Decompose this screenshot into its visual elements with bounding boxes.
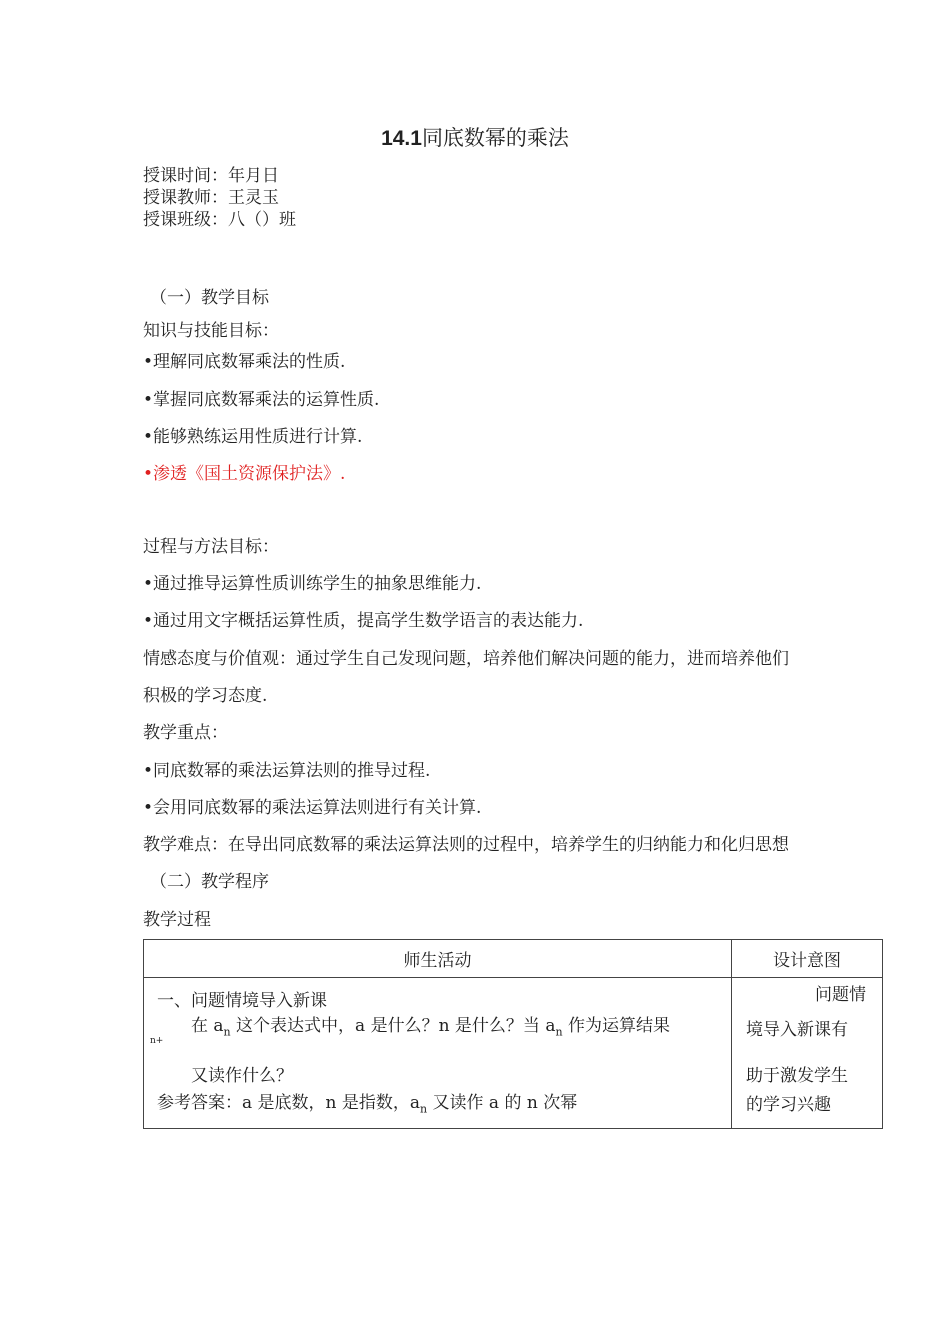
knowledge-item: •理解同底数幂乘法的性质.	[143, 352, 346, 372]
knowledge-heading: 知识与技能目标：	[143, 321, 279, 341]
emotion-line: 情感态度与价值观：通过学生自己发现问题，培养他们解决问题的能力，进而培养他们	[143, 649, 789, 669]
meta-teacher: 授课教师：王灵玉	[143, 188, 279, 208]
key-item: •同底数幂的乘法运算法则的推导过程.	[143, 761, 431, 781]
activity-answer: 参考答案：a 是底数，n 是指数，$a_n$ 又读作 a 的 n 次幂	[157, 1093, 578, 1116]
intent-line: 问题情	[815, 985, 866, 1005]
header-activity: 师生活动	[144, 940, 732, 978]
intent-line: 助于激发学生	[746, 1066, 848, 1086]
activity-cell	[144, 978, 732, 1129]
intent-cell	[732, 978, 883, 1129]
knowledge-item: •掌握同底数幂乘法的运算性质.	[143, 390, 380, 410]
title-number: 14.1	[381, 127, 422, 150]
document-title	[0, 122, 950, 152]
process-item: •通过推导运算性质训练学生的抽象思维能力.	[143, 574, 482, 594]
title-text: 同底数幂的乘法	[421, 126, 569, 150]
difficulty-line: 教学难点：在导出同底数幂的乘法运算法则的过程中，培养学生的归纳能力和化归思想	[143, 835, 789, 855]
process-label: 教学过程	[143, 910, 211, 930]
activity-heading: 一、问题情境导入新课	[157, 991, 327, 1011]
section-heading-objectives: （一）教学目标	[150, 288, 269, 308]
intent-line: 境导入新课有	[746, 1020, 848, 1040]
header-intent: 设计意图	[732, 940, 883, 978]
activity-question: 在 $a_n$ 这个表达式中，a 是什么？n 是什么？当 $a_n$ 作为运算结果	[191, 1016, 670, 1039]
process-item: •通过用文字概括运算性质，提高学生数学语言的表达能力.	[143, 611, 584, 631]
activity-question-cont: 又读作什么？	[191, 1066, 293, 1086]
intent-line: 的学习兴趣	[746, 1095, 831, 1115]
stray-mark: n+	[150, 1036, 164, 1046]
procedure-table	[143, 939, 883, 1129]
meta-time: 授课时间：年月日	[143, 166, 279, 186]
meta-class: 授课班级：八（）班	[143, 210, 296, 230]
key-item: •会用同底数幂的乘法运算法则进行有关计算.	[143, 798, 482, 818]
law-item: •渗透《国土资源保护法》.	[143, 464, 346, 484]
section-heading-procedure: （二）教学程序	[150, 872, 269, 892]
key-heading: 教学重点：	[143, 723, 228, 743]
emotion-line: 积极的学习态度.	[143, 686, 268, 706]
process-heading: 过程与方法目标：	[143, 537, 279, 557]
knowledge-item: •能够熟练运用性质进行计算.	[143, 427, 363, 447]
